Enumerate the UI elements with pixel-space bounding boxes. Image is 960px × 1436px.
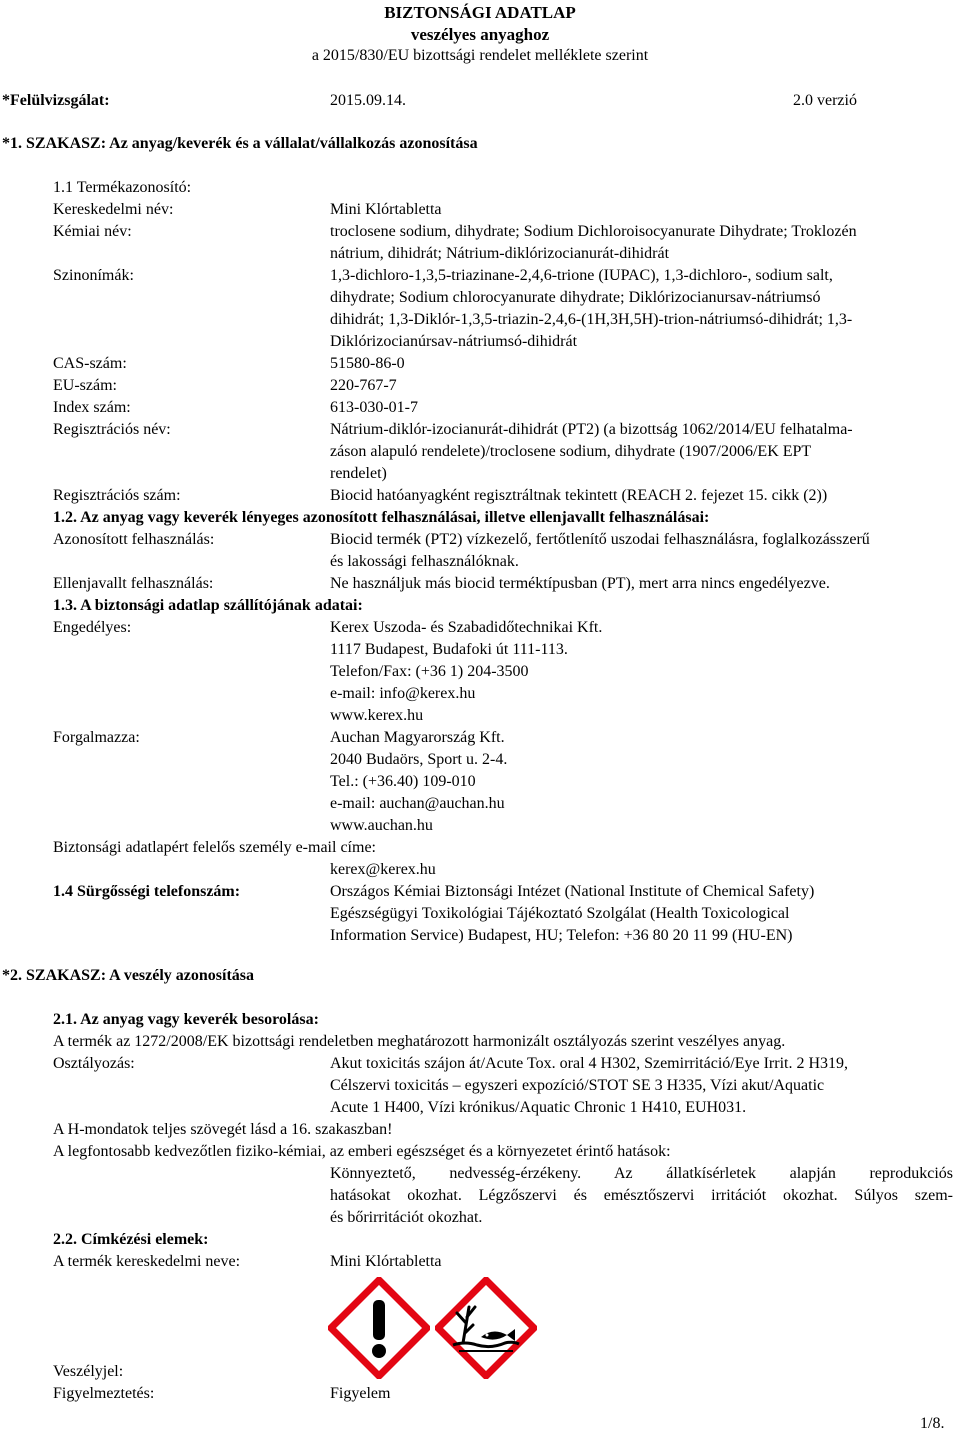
eu-label: EU-szám: — [53, 377, 117, 394]
document-title: BIZTONSÁGI ADATLAP — [384, 3, 576, 22]
licensee-line: Kerex Uszoda- és Szabadidőtechnikai Kft. — [330, 619, 603, 636]
index-number: 613-030-01-7 — [330, 399, 418, 416]
trade-name: Mini Klórtabletta — [330, 201, 442, 218]
identified-use-label: Azonosított felhasználás: — [53, 531, 215, 548]
contraindicated-use: Ne használjuk más biocid terméktípusban (PT), mert arra nincs engedélyezve. — [330, 575, 830, 592]
emergency-line: Egészségügyi Toxikológiai Tájékoztató Szolgálat (Health Toxicological — [330, 905, 790, 922]
emergency-line: Information Service) Budapest, HU; Telefon: +36 80 20 11 99 (HU-EN) — [330, 927, 793, 944]
distributor-line: Tel.: (+36.40) 109-010 — [330, 773, 476, 790]
distributor-line: Auchan Magyarország Kft. — [330, 729, 505, 746]
registration-number: Biocid hatóanyagként regisztráltnak tekintett (REACH 2. fejezet 15. cikk (2)) — [330, 487, 828, 504]
chemical-name-line: nátrium, dihidrát; Nátrium-diklórizocianurát-dihidrát — [330, 245, 670, 262]
trade-name-label: Kereskedelmi név: — [53, 201, 174, 218]
cas-label: CAS-szám: — [53, 355, 127, 372]
licensee-line: www.kerex.hu — [330, 707, 424, 724]
index-label: Index szám: — [53, 399, 131, 416]
distributor-label: Forgalmazza: — [53, 729, 140, 746]
registration-name-line: záson alapuló rendelete)/troclosene sodium, dihydrate (1907/2006/EK EPT — [330, 443, 812, 460]
effects-line: és bőrirritációt okozhat. — [330, 1209, 483, 1226]
section-2-heading: *2. SZAKASZ: A veszély azonosítása — [2, 967, 255, 984]
document-subtitle: veszélyes anyaghoz — [410, 25, 550, 44]
emergency-phone-label: 1.4 Sürgősségi telefonszám: — [53, 883, 241, 900]
effects-line: Könnyeztető, nedvesség-érzékeny. Az állatkísérletek alapján reprodukciós — [330, 1165, 953, 1182]
effects-line: hatásokat okozhat. Légzőszervi és emésztőszervi irritációt okozhat. Súlyos szem- — [330, 1187, 953, 1204]
emergency-line: Országos Kémiai Biztonsági Intézet (National Institute of Chemical Safety) — [330, 883, 815, 900]
identified-use-line: és lakossági felhasználóknak. — [330, 553, 519, 570]
contraindicated-use-label: Ellenjavallt felhasználás: — [53, 575, 214, 592]
regulation-reference: a 2015/830/EU bizottsági rendelet melléklete szerint — [311, 47, 649, 64]
synonyms-line: dihidrát; 1,3-Diklór-1,3,5-triazin-2,4,6-(1H,3H,5H)-trion-nátriumsó-dihidrát; 1,3- — [330, 311, 853, 328]
signal-word-label: Figyelmeztetés: — [53, 1385, 155, 1402]
page-number: 1/8. — [920, 1415, 945, 1432]
distributor-line: e-mail: auchan@auchan.hu — [330, 795, 505, 812]
responsible-person-label: Biztonsági adatlapért felelős személy e-mail címe: — [53, 839, 376, 856]
section-2-1-heading: 2.1. Az anyag vagy keverék besorolása: — [53, 1011, 319, 1028]
section-1-heading: *1. SZAKASZ: Az anyag/keverék és a vállalat/vállalkozás azonosítása — [2, 135, 478, 152]
section-1-3-heading: 1.3. A biztonsági adatlap szállítójának adatai: — [53, 597, 363, 614]
synonyms-line: Diklórizocianúrsav-nátriumsó-dihidrát — [330, 333, 578, 350]
revision-date: 2015.09.14. — [330, 92, 406, 109]
revision-label: *Felülvizsgálat: — [2, 92, 110, 109]
distributor-line: 2040 Budaörs, Sport u. 2-4. — [330, 751, 508, 768]
chemical-name-line: troclosene sodium, dihydrate; Sodium Dichloroisocyanurate Dihydrate; Troklozén — [330, 223, 857, 240]
licensee-label: Engedélyes: — [53, 619, 132, 636]
classification-line: Akut toxicitás szájon át/Acute Tox. oral 4 H302, Szemirritáció/Eye Irrit. 2 H319, — [330, 1055, 849, 1072]
synonyms-line: dihydrate; Sodium chlorocyanurate dihydrate; Diklórizocianursav-nátriumsó — [330, 289, 821, 306]
eu-number: 220-767-7 — [330, 377, 397, 394]
pictogram-label: Veszélyjel: — [53, 1363, 124, 1380]
registration-name-label: Regisztrációs név: — [53, 421, 171, 438]
classification-intro: A termék az 1272/2008/EK bizottsági rendeletben meghatározott harmonizált osztályozás szerint veszélyes anyag. — [53, 1033, 786, 1050]
distributor-line: www.auchan.hu — [330, 817, 433, 834]
product-trade-name-label: A termék kereskedelmi neve: — [53, 1253, 241, 1270]
classification-line: Acute 1 H400, Vízi krónikus/Aquatic Chronic 1 H410, EUH031. — [330, 1099, 747, 1116]
responsible-person-email: kerex@kerex.hu — [330, 861, 436, 878]
registration-number-label: Regisztrációs szám: — [53, 487, 181, 504]
classification-label: Osztályozás: — [53, 1055, 135, 1072]
product-trade-name: Mini Klórtabletta — [330, 1253, 442, 1270]
version: 2.0 verzió — [793, 92, 857, 109]
registration-name-line: rendelet) — [330, 465, 387, 482]
chemical-name-label: Kémiai név: — [53, 223, 132, 240]
identified-use-line: Biocid termék (PT2) vízkezelő, fertőtlenítő uszodai felhasználásra, foglalkozásszerű — [330, 531, 870, 548]
section-2-2-heading: 2.2. Címkézési elemek: — [53, 1231, 209, 1248]
section-1-2-heading: 1.2. Az anyag vagy keverék lényeges azonosított felhasználásai, illetve ellenjavallt felhasználásai: — [53, 509, 710, 526]
section-1-1-heading: 1.1 Termékazonosító: — [53, 179, 192, 196]
registration-name-line: Nátrium-diklór-izocianurát-dihidrát (PT2) (a bizottság 1062/2014/EU felhatalma- — [330, 421, 853, 438]
environment-hazard-icon — [435, 1277, 537, 1379]
licensee-line: Telefon/Fax: (+36 1) 204-3500 — [330, 663, 529, 680]
classification-line: Célszervi toxicitás – egyszeri expozíció/STOT SE 3 H335, Vízi akut/Aquatic — [330, 1077, 825, 1094]
synonyms-line: 1,3-dichloro-1,3,5-triazinane-2,4,6-trione (IUPAC), 1,3-dichloro-, sodium salt, — [330, 267, 833, 284]
licensee-line: e-mail: info@kerex.hu — [330, 685, 476, 702]
signal-word: Figyelem — [330, 1385, 391, 1402]
synonyms-label: Szinonímák: — [53, 267, 134, 284]
effects-heading: A legfontosabb kedvezőtlen fiziko-kémiai, az emberi egészséget és a környezetet érintő hatások: — [53, 1143, 671, 1160]
licensee-line: 1117 Budapest, Budafoki út 111-113. — [330, 641, 568, 658]
h-statements-note: A H-mondatok teljes szövegét lásd a 16. szakaszban! — [53, 1121, 393, 1138]
exclamation-mark-icon — [328, 1277, 430, 1379]
cas-number: 51580-86-0 — [330, 355, 405, 372]
